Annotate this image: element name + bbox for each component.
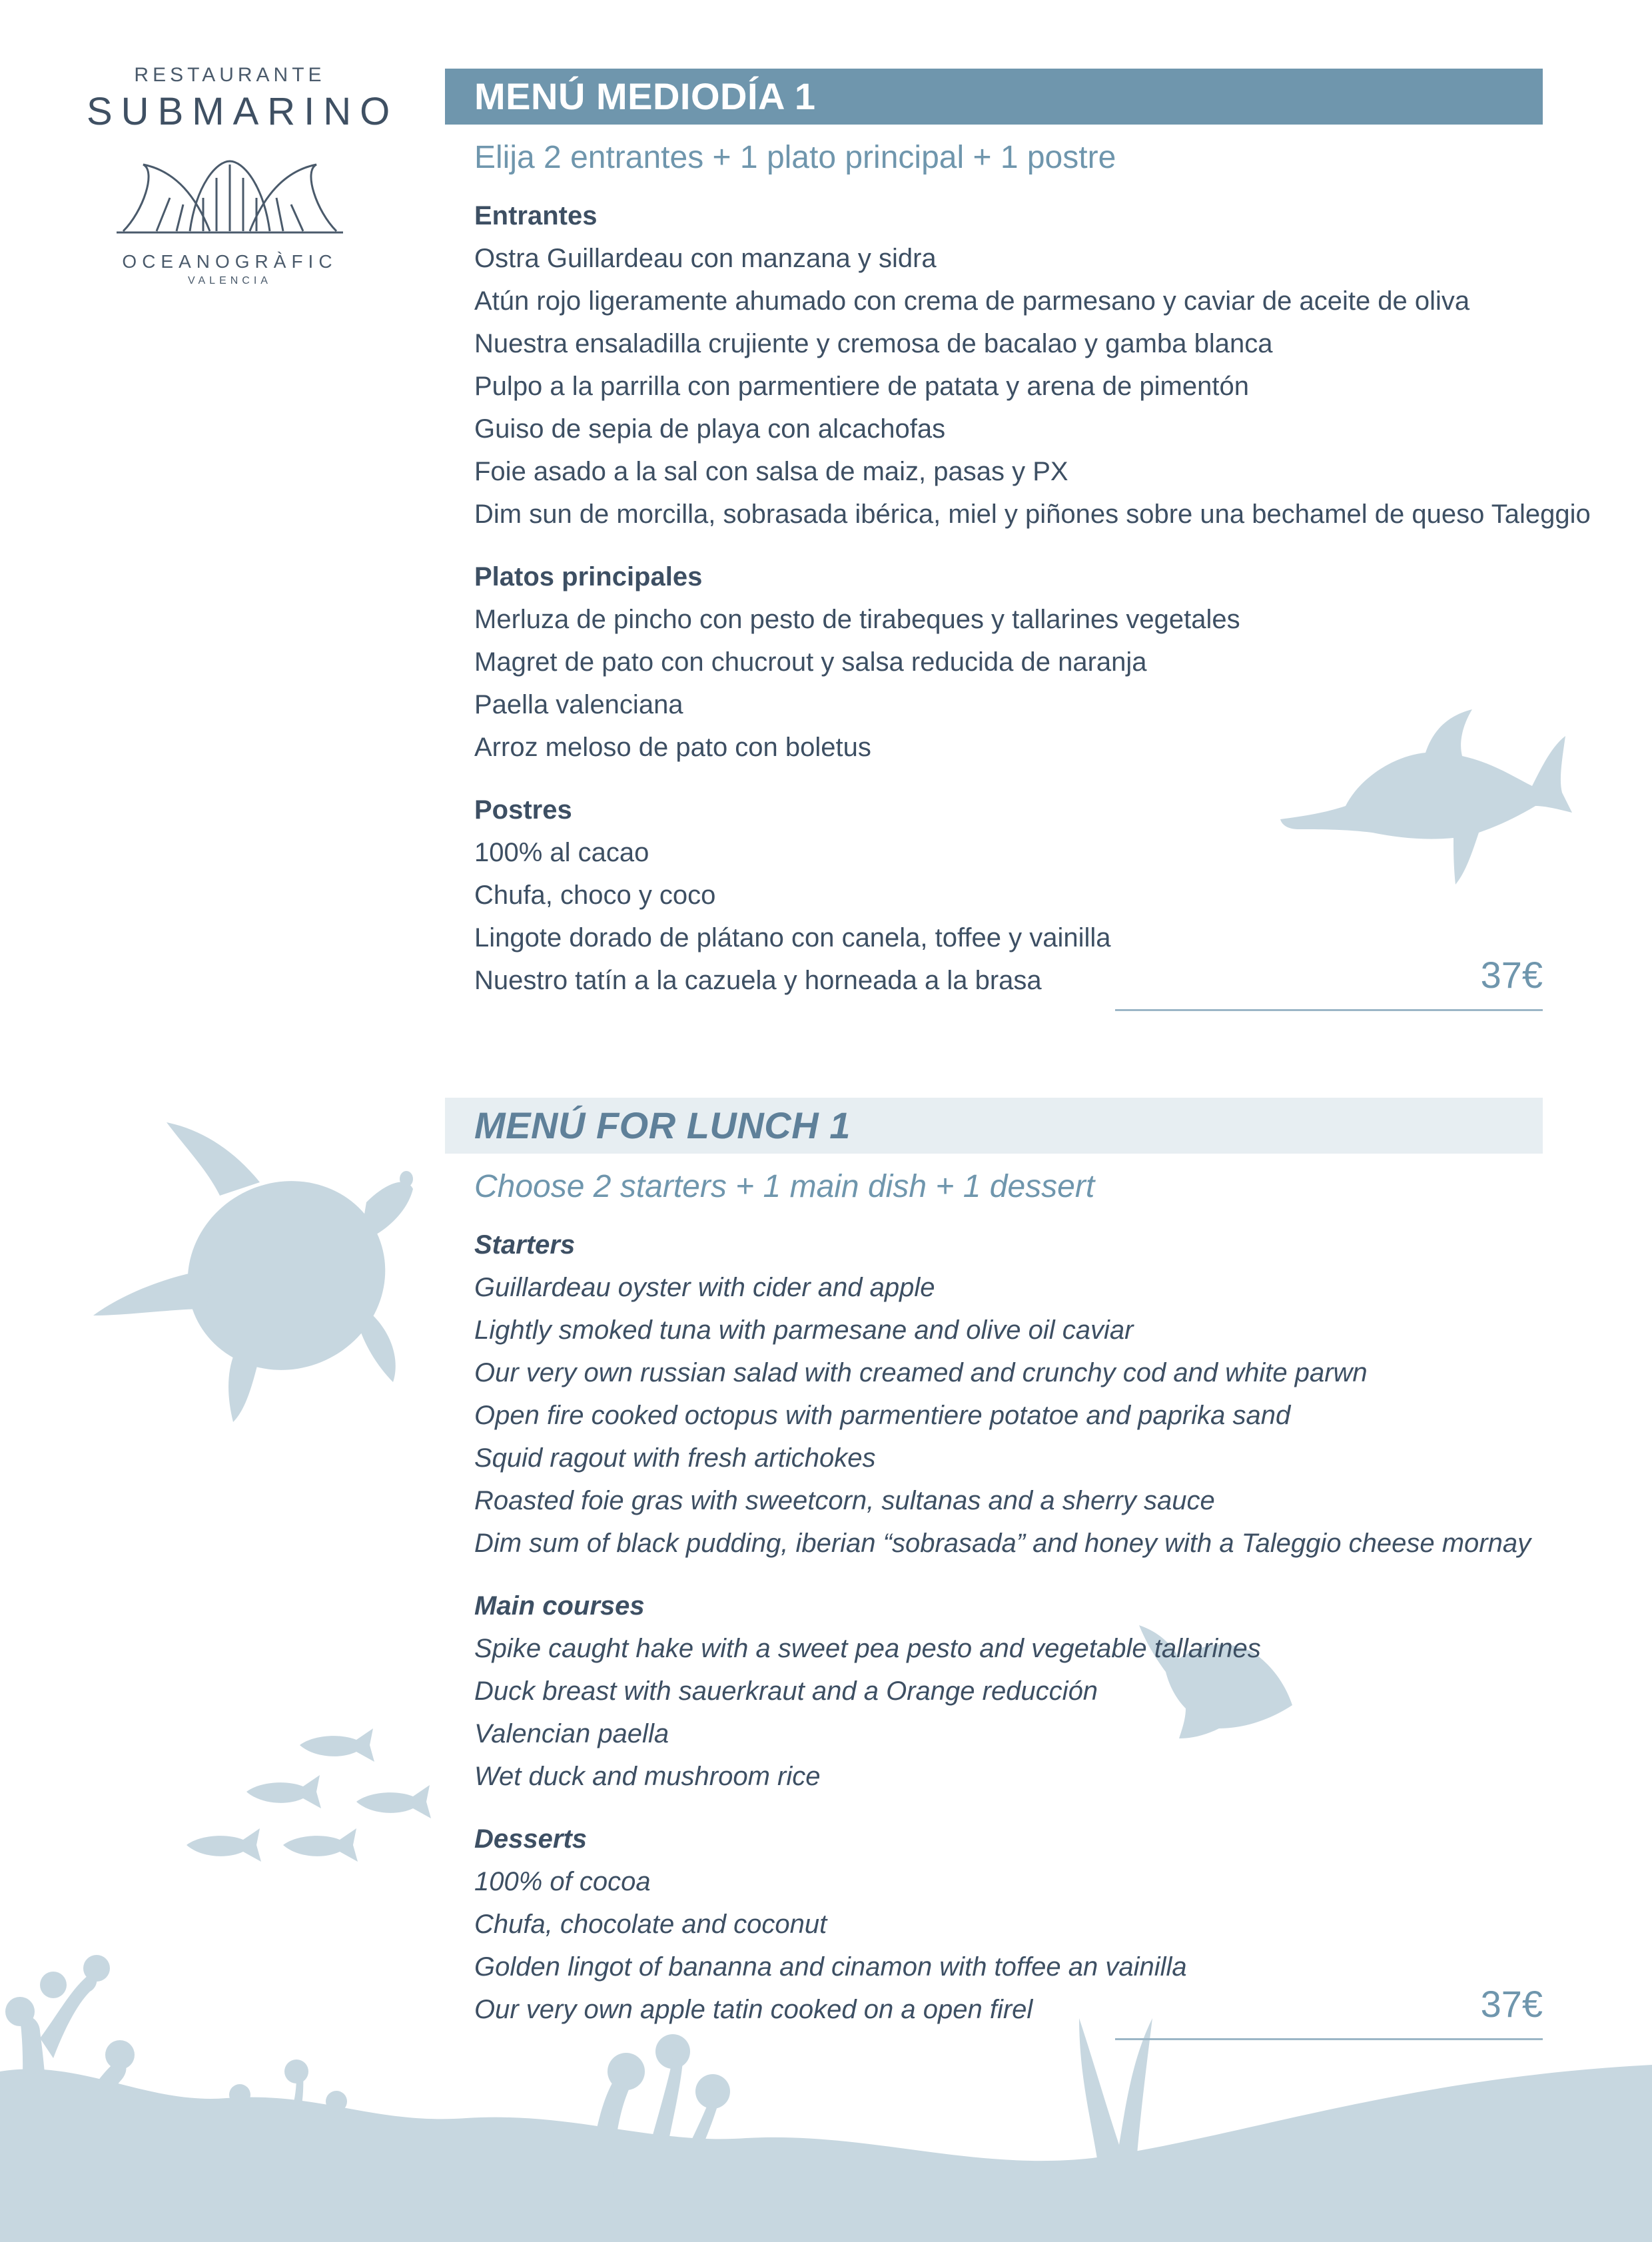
menu-en-subtitle: Choose 2 starters + 1 main dish + 1 dessert: [474, 1169, 1095, 1204]
menu-es-main-item: Arroz meloso de pato con boletus: [474, 733, 871, 762]
oceanografic-building-icon: [117, 158, 343, 244]
menu-en-desserts-heading: Desserts: [474, 1824, 588, 1854]
menu-en-main-item: Spike caught hake with a sweet pea pesto and vegetable tallarines: [474, 1634, 1261, 1663]
menu-es-desserts-heading: Postres: [474, 795, 572, 825]
logo-submarino-text: SUBMARINO: [87, 90, 399, 133]
menu-en-dessert-item: Golden lingot of bananna and cinamon with toffee an vainilla: [474, 1952, 1187, 1982]
menu-en-starter-item: Guillardeau oyster with cider and apple: [474, 1273, 935, 1302]
menu-en-dessert-item: Our very own apple tatin cooked on a open firel: [474, 1995, 1033, 2024]
turtle-icon: [93, 1116, 413, 1422]
logo-restaurante-text: RESTAURANTE: [134, 64, 326, 86]
menu-es-main-item: Merluza de pincho con pesto de tirabeques y tallarines vegetales: [474, 605, 1240, 634]
menu-es-main-item: Paella valenciana: [474, 690, 683, 719]
menu-es-dessert-item: Chufa, choco y coco: [474, 881, 716, 910]
menu-es-mains-heading: Platos principales: [474, 562, 703, 591]
menu-es-starter-item: Dim sun de morcilla, sobrasada ibérica, miel y piñones sobre una bechamel de queso Taleggio: [474, 500, 1591, 529]
menu-es-dessert-item: Nuestro tatín a la cazuela y horneada a la brasa: [474, 966, 1042, 995]
menu-es-starter-item: Pulpo a la parrilla con parmentiere de patata y arena de pimentón: [474, 372, 1249, 401]
menu-es-starter-item: Guiso de sepia de playa con alcachofas: [474, 414, 946, 444]
menu-en-dessert-item: 100% of cocoa: [474, 1867, 651, 1896]
logo-oceanografic-text: OCEANOGRÀFIC: [122, 251, 338, 272]
menu-en-starter-item: Our very own russian salad with creamed and crunchy cod and white parwn: [474, 1358, 1368, 1387]
logo-valencia-text: VALENCIA: [188, 275, 272, 286]
menu-en-mains-heading: Main courses: [474, 1591, 645, 1621]
menu-spanish-section: [445, 69, 1591, 1021]
menu-es-title: MENÚ MEDIODÍA 1: [445, 69, 1543, 125]
fish-school-icon: [187, 1725, 440, 1885]
menu-en-starter-item: Open fire cooked octopus with parmentiere potatoe and paprika sand: [474, 1401, 1291, 1430]
menu-es-subtitle: Elija 2 entrantes + 1 plato principal + 1 postre: [474, 140, 1116, 175]
menu-es-starters-heading: Entrantes: [474, 201, 598, 230]
menu-en-main-item: Valencian paella: [474, 1719, 669, 1748]
menu-es-starter-item: Atún rojo ligeramente ahumado con crema de parmesano y caviar de aceite de oliva: [474, 286, 1470, 316]
menu-en-dessert-item: Chufa, chocolate and coconut: [474, 1910, 827, 1939]
menu-en-main-item: Duck breast with sauerkraut and a Orange reducción: [474, 1677, 1098, 1706]
menu-en-starter-item: Roasted foie gras with sweetcorn, sultanas and a sherry sauce: [474, 1486, 1215, 1515]
menu-en-main-item: Wet duck and mushroom rice: [474, 1762, 821, 1791]
menu-en-title: MENÚ FOR LUNCH 1: [445, 1098, 1543, 1154]
menu-en-price-divider: [1115, 2038, 1543, 2040]
menu-english-section: [445, 1098, 1543, 2050]
menu-es-dessert-item: Lingote dorado de plátano con canela, toffee y vainilla: [474, 923, 1111, 952]
menu-es-dessert-item: 100% al cacao: [474, 838, 649, 867]
menu-en-price: 37€: [1480, 1983, 1543, 2025]
menu-en-starter-item: Squid ragout with fresh artichokes: [474, 1443, 876, 1473]
menu-es-price: 37€: [1480, 954, 1543, 996]
menu-en-starter-item: Lightly smoked tuna with parmesane and olive oil caviar: [474, 1315, 1134, 1345]
menu-es-starter-item: Ostra Guillardeau con manzana y sidra: [474, 244, 937, 273]
menu-es-starter-item: Nuestra ensaladilla crujiente y cremosa de bacalao y gamba blanca: [474, 329, 1273, 358]
menu-es-main-item: Magret de pato con chucrout y salsa reducida de naranja: [474, 647, 1147, 677]
menu-en-starters-heading: Starters: [474, 1230, 576, 1260]
menu-es-price-divider: [1115, 1009, 1543, 1011]
menu-es-starter-item: Foie asado a la sal con salsa de maiz, pasas y PX: [474, 457, 1068, 486]
menu-en-starter-item: Dim sum of black pudding, iberian “sobrasada” and honey with a Taleggio cheese mornay: [474, 1529, 1531, 1558]
restaurant-logo: [87, 64, 399, 287]
